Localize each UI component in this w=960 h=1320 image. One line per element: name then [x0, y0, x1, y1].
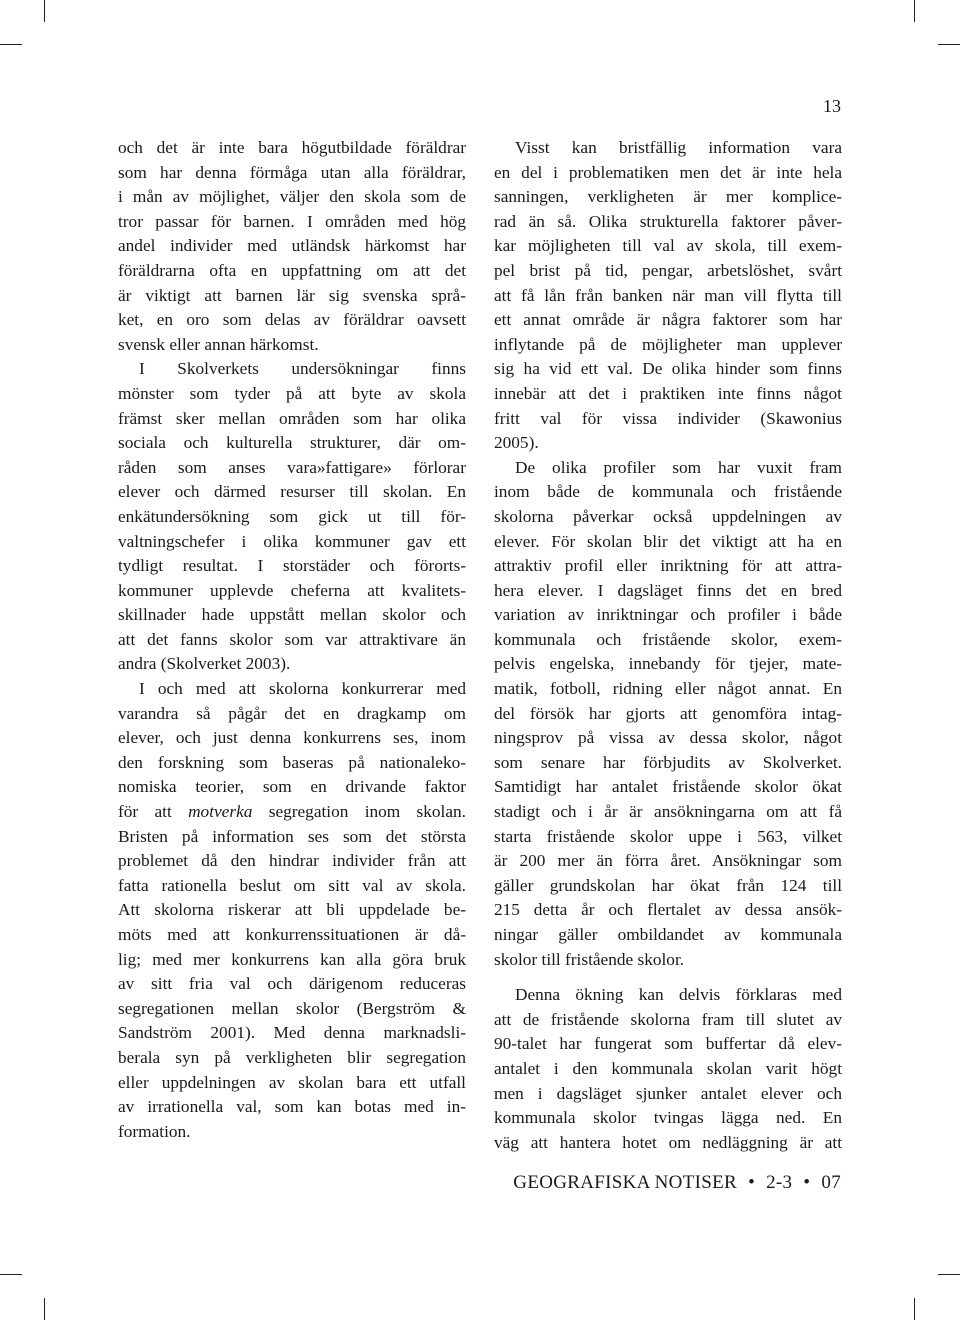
text-line: matik, fotboll, ridning eller något annat. En: [494, 679, 842, 699]
footer-separator: •: [803, 1172, 811, 1193]
text-line: eller uppdelningen av skolan bara ett utfall: [118, 1072, 466, 1092]
issue-number: 2-3: [766, 1172, 793, 1193]
text-line: lig; med mer konkurrens kan alla göra bruk: [118, 949, 466, 969]
text-line: som senare har förbjudits av Skolverket.: [494, 752, 842, 772]
crop-mark-top-left: [44, 0, 45, 22]
text-line: mönster som tyder på att byte av skola: [118, 383, 466, 403]
text-line: tydligt resultat. I storstäder och förorts-: [118, 556, 466, 576]
text-line: elever. För skolan blir det viktigt att ha en: [494, 531, 842, 551]
text-line: pelvis engelska, innebandy för tjejer, mate-: [494, 654, 842, 674]
crop-mark-right-upper: [938, 44, 960, 45]
text-line: kommunala skolor tvingas lägga ned. En: [494, 1108, 842, 1128]
text-line: Visst kan bristfällig information vara: [515, 138, 842, 157]
text-line: fritt val för vissa individer (Skawonius: [494, 408, 842, 428]
text-line: berala syn på verkligheten blir segregation: [118, 1047, 466, 1067]
text-line: 215 detta år och flertalet av dessa ansök-: [494, 900, 842, 920]
text-line: nomiska teorier, som en drivande faktor: [118, 777, 466, 797]
text-line: Bristen på information ses som det största: [118, 826, 466, 846]
text-line: råden som anses vara»fattigare» förlorar: [118, 457, 466, 477]
text-line: sociala och kulturella strukturer, där om-: [118, 433, 466, 453]
text-line: skolor till fristående skolor.: [494, 949, 685, 969]
text-line: att de fristående skolorna fram till slutet av: [494, 1009, 842, 1029]
journal-footer: [513, 1170, 841, 1196]
text-line: del försök har gjorts att genomföra intag-: [494, 703, 842, 723]
text-line: möts med att konkurrenssituationen är då-: [118, 925, 466, 944]
text-line: fatta rationella beslut om sitt val av skola.: [118, 875, 466, 895]
text-line: för att motverka segregation inom skolan.: [118, 802, 466, 822]
text-line: starta fristående skolor uppe i 563, vilket: [494, 826, 842, 846]
text-line: elever, och just denna konkurrens ses, inom: [118, 728, 466, 748]
text-line: kar möjligheten till val av skola, till exem-: [494, 236, 842, 256]
crop-mark-left-upper: [0, 44, 22, 45]
text-line: främst sker mellan områden som har olika: [118, 408, 466, 428]
text-line: gäller grundskolan har ökat från 124 till: [494, 875, 842, 895]
text-line: varandra så pågår det en dragkamp om: [118, 703, 466, 723]
text-line: sig ha vid ett val. De olika hinder som finns: [494, 359, 842, 379]
text-line: De olika profiler som har vuxit fram: [515, 457, 842, 477]
text-line: och det är inte bara högutbildade föräldrar: [118, 138, 466, 157]
text-line: elever och därmed resurser till skolan. En: [118, 482, 466, 502]
crop-mark-right-lower: [938, 1274, 960, 1275]
text-line: ningar gäller ombildandet av kommunala: [494, 925, 842, 944]
text-line: segregationen mellan skolor (Bergström &: [118, 998, 466, 1018]
text-line: Denna ökning kan delvis förklaras med: [515, 985, 842, 1005]
text-line: av irrationella val, som kan botas med in-: [118, 1097, 466, 1117]
journal-title: GEOGRAFISKA NOTISER: [513, 1172, 737, 1193]
text-line: tror passar för barnen. I områden med hög: [118, 211, 466, 231]
text-line: att få lån från banken när man vill flytta till: [494, 285, 842, 305]
left-text-column: [118, 136, 466, 1144]
text-line: stadigt och i år är ansökningarna om att få: [494, 802, 842, 822]
text-line: ett annat område är några faktorer som har: [494, 310, 842, 330]
text-line: enkätundersökning som gick ut till för-: [118, 506, 466, 526]
text-line: I och med att skolorna konkurrerar med: [139, 679, 466, 699]
text-line: I Skolverkets undersökningar finns: [139, 359, 466, 379]
issue-year: 07: [821, 1172, 841, 1193]
text-line: inom både de kommunala och fristående: [494, 482, 842, 502]
text-line: attraktiv profil eller inriktning för att attra-: [494, 556, 842, 576]
text-line: 2005).: [494, 433, 539, 453]
text-line: är viktigt att barnen lär sig svenska språ-: [118, 285, 466, 305]
text-line: sanningen, verkligheten är mer komplice-: [494, 187, 842, 207]
crop-mark-bottom-right: [914, 1298, 915, 1320]
text-line: är 200 mer än förra året. Ansökningar som: [494, 851, 842, 871]
footer-separator: •: [748, 1172, 756, 1193]
right-text-column: [494, 136, 842, 1155]
text-line: Sandström 2001). Med denna marknadsli-: [118, 1023, 466, 1043]
crop-mark-bottom-left: [44, 1298, 45, 1320]
text-line: innebär att det i praktiken inte finns något: [494, 383, 842, 403]
text-line: variation av inriktningar och profiler i både: [494, 605, 842, 625]
text-line: att det fanns skolor som var attraktivare än: [118, 629, 466, 649]
text-line: valtningschefer i olika kommuner gav ett: [118, 531, 466, 551]
crop-mark-top-right: [914, 0, 915, 22]
text-line: svensk eller annan härkomst.: [118, 334, 319, 354]
text-line: Att skolorna riskerar att bli uppdelade be-: [118, 900, 466, 920]
text-line: föräldrarna ofta en uppfattning om att det: [118, 260, 466, 280]
text-line: den forskning som baseras på nationaleko-: [118, 752, 466, 772]
text-line: kommunala och fristående skolor, exem-: [494, 629, 842, 649]
page-number: 13: [823, 96, 841, 116]
text-line: skillnader hade uppstått mellan skolor och: [118, 605, 466, 625]
text-line: en del i problematiken men det är inte hela: [494, 162, 842, 182]
text-line: inflytande på de möjligheter man upplever: [494, 334, 842, 354]
text-line: hera elever. I dagsläget finns det en bred: [494, 580, 842, 600]
text-line: antalet i den kommunala skolan varit högt: [494, 1058, 842, 1078]
text-line: i mån av möjlighet, väljer den skola som de: [118, 187, 466, 207]
text-line: skolorna påverkar också uppdelningen av: [494, 506, 842, 526]
text-line: ket, en oro som delas av föräldrar oavsett: [118, 310, 466, 330]
text-line: väg att hantera hotet om nedläggning är att: [494, 1132, 842, 1152]
text-line: ningsprov på vissa av dessa skolor, något: [494, 728, 842, 748]
text-line: 90-talet har fungerat som buffertar då elev-: [494, 1034, 842, 1054]
text-line: pel brist på tid, pengar, arbetslöshet, svårt: [494, 260, 842, 280]
text-line: Samtidigt har antalet fristående skolor ökat: [494, 777, 842, 797]
text-line: kommuner upplevde cheferna att kvalitets-: [118, 580, 466, 600]
text-line: av sitt fria val och därigenom reduceras: [118, 974, 466, 994]
text-line: andel individer med utländsk härkomst har: [118, 236, 466, 256]
text-line: andra (Skolverket 2003).: [118, 654, 291, 674]
text-line: som har denna förmåga utan alla föräldrar,: [118, 162, 466, 182]
text-line: problemet då den hindrar individer från att: [118, 851, 466, 871]
text-line: formation.: [118, 1121, 191, 1141]
text-line: men i dagsläget sjunker antalet elever och: [494, 1083, 842, 1103]
crop-mark-left-lower: [0, 1274, 22, 1275]
text-line: rad än så. Olika strukturella faktorer påver-: [494, 211, 842, 231]
